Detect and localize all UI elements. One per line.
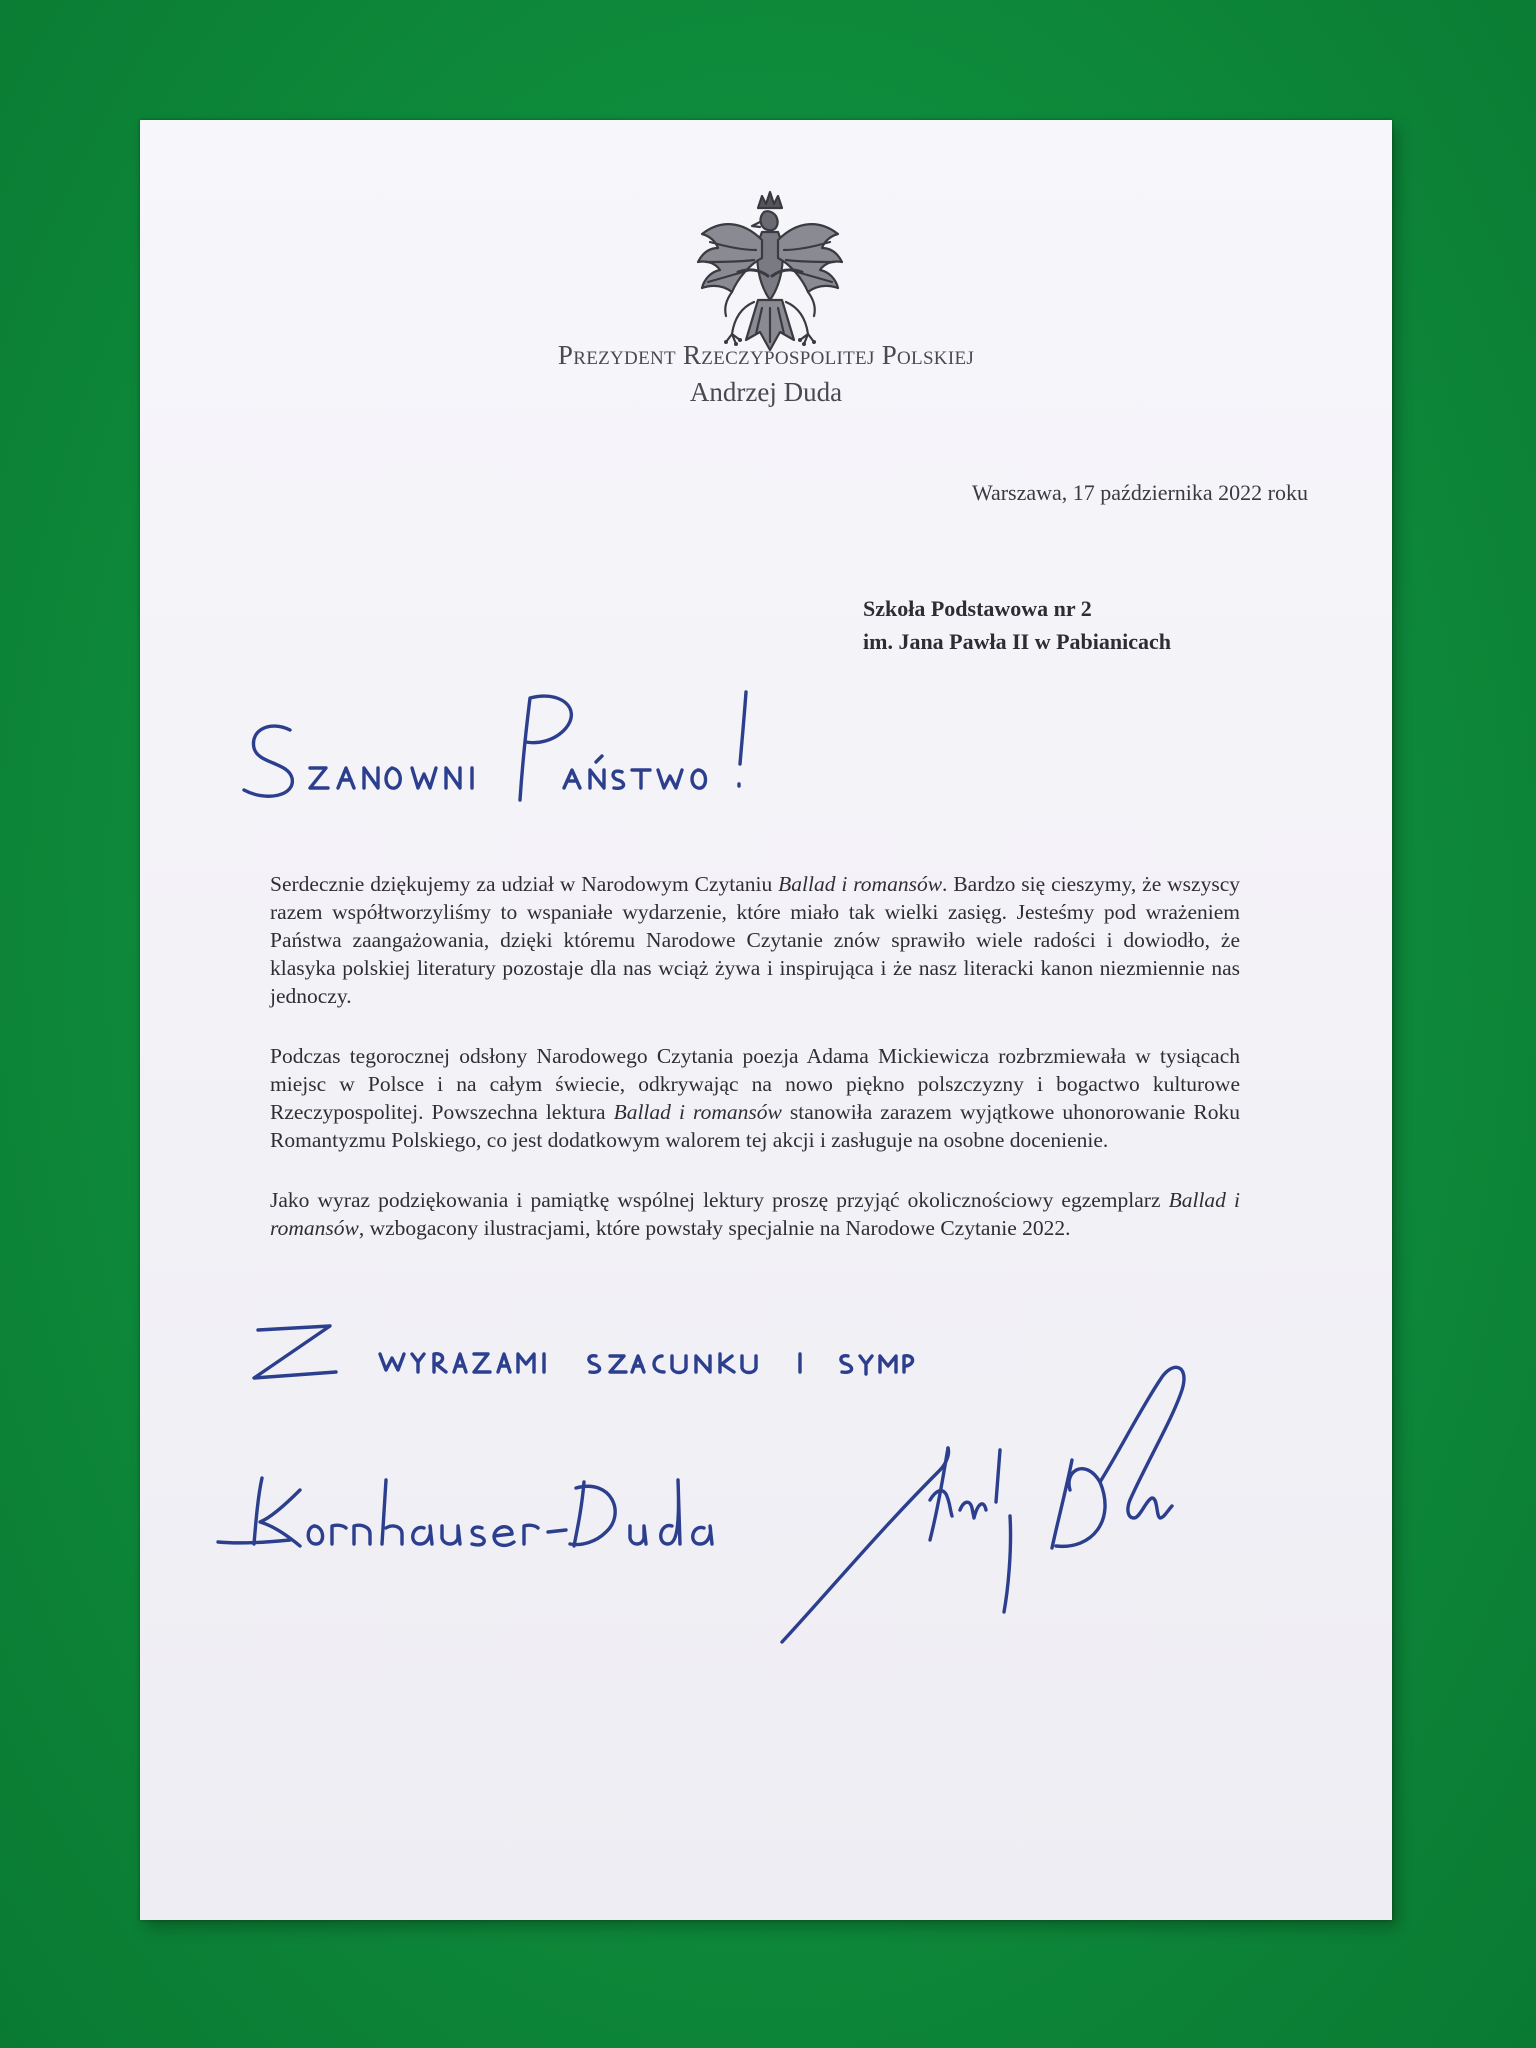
addressee-line-1: Szkoła Podstawowa nr 2 [863, 596, 1092, 621]
letter-body [270, 870, 1240, 1274]
letter-sheet [140, 120, 1392, 1920]
book-title: Ballad i romansów [778, 872, 943, 896]
book-title: Ballad i romansów [270, 1188, 1240, 1240]
sender-name: Andrzej Duda [689, 377, 843, 407]
paragraph-2: Podczas tegorocznej odsłony Narodowego Czytania poezja Adama Mickiewicza rozbrzmiewała w tysiącach miejsc w Polsce i na całym świecie, odkrywając na nowo piękno polszczyzny i bogactwo kulturowe Rzeczypospolitej. Powszechna lektura Ballad i romansów stanowiła zarazem wyjątkowe uhonorowanie Roku Romantyzmu Polskiego, co jest dodatkowym walorem tej akcji i zasługuje na osobne docenienie. [270, 1044, 1240, 1152]
paragraph-1: Serdecznie dziękujemy za udział w Narodowym Czytaniu Ballad i romansów. Bardzo się cieszymy, że wszyscy razem współtworzyliśmy to wspaniałe wydarzenie, które miało tak wielki zasięg. Jesteśmy pod wrażeniem Państwa zaangażowania, dzięki któremu Narodowe Czytanie znów sprawiło wiele radości i dowiodło, że klasyka polskiej literatury pozostaje dla nas wciąż żywa i inspirująca i że nasz literacki kanon niezmiennie nas jednoczy. [270, 872, 1240, 1008]
letterhead [140, 338, 1392, 412]
addressee-line-2: im. Jana Pawła II w Pabianicach [863, 629, 1172, 654]
signature-right-ink [780, 1350, 1200, 1650]
book-title: Ballad i romansów [613, 1100, 782, 1124]
signature-left-ink [210, 1460, 730, 1570]
letter-date: Warszawa, 17 października 2022 roku [971, 480, 1308, 505]
office-title: Prezydent Rzeczypospolitej Polskiej [557, 340, 975, 370]
addressee-block [863, 592, 1171, 658]
paragraph-3: Jako wyraz podziękowania i pamiątkę wspólnej lektury proszę przyjąć okolicznościowy egzemplarz Ballad i romansów, wzbogacony ilustracjami, które powstały specjalnie na Narodowe Czytanie 2022. [270, 1188, 1240, 1240]
salutation-ink [230, 680, 790, 820]
